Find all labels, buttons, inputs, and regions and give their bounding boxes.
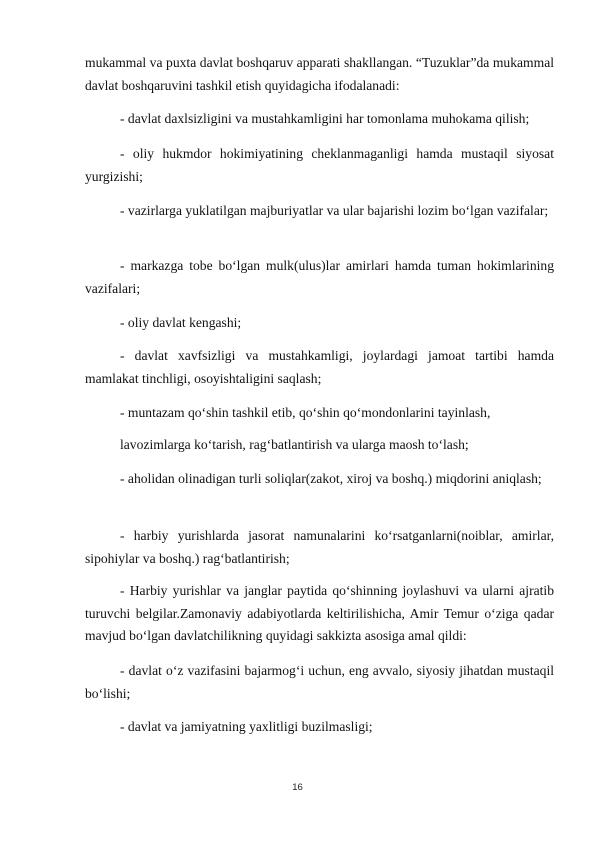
list-item-provincial-emirs: - markazga tobe bo‘lgan mulk(ulus)lar amirlari hamda tuman hokimlarining vazifalari; <box>85 258 554 296</box>
page-number: 16 <box>292 782 303 793</box>
list-item-rewards: - harbiy yurishlarda jasorat namunalarini ko‘rsatganlarni(noiblar, amirlar, sipohiylar va boshq.) rag‘batlantirish; <box>85 528 554 566</box>
paragraph-intro: mukammal va puxta davlat boshqaruv apparati shakllangan. “Tuzuklar”da mukammal davlat boshqaruvini tashkil etish quyidagicha ifodalanadi: <box>85 55 554 93</box>
list-item-state-council: - oliy davlat kengashi; <box>120 315 242 330</box>
list-item-independence: - davlat o‘z vazifasini bajarmog‘i uchun, eng avvalo, siyosiy jihatdan mustaqil bo‘lishi; <box>85 663 554 701</box>
list-item-army: - muntazam qo‘shin tashkil etib, qo‘shin qo‘mondonlarini tayinlash, <box>120 405 491 420</box>
list-item-integrity: - davlat va jamiyatning yaxlitligi buzilmasligi; <box>120 719 373 734</box>
list-item-military-campaigns: - Harbiy yurishlar va janglar paytida qo‘shinning joylashuvi va ularni ajratib turuvchi belgilar.Zamonaviy adabiyotlarda keltirilishicha, Amir Temur o‘ziga qadar mavjud bo‘lgan davlatchilikning quyidagi sakkizta asosiga amal qildi: <box>85 583 554 643</box>
list-item-viziers: - vazirlarga yuklatilgan majburiyatlar va ular bajarishi lozim bo‘lgan vazifalar; <box>120 203 549 218</box>
list-item-inviolability: - davlat daxlsizligini va mustahkamligini har tomonlama muhokama qilish; <box>120 111 530 126</box>
list-item-security: - davlat xavfsizligi va mustahkamligi, joylardagi jamoat tartibi hamda mamlakat tinchligi, osoyishtaligini saqlash; <box>85 348 554 386</box>
list-item-army-continuation: lavozimlarga ko‘tarish, rag‘batlantirish va ularga maosh to‘lash; <box>120 437 469 452</box>
list-item-supreme-ruler: - oliy hukmdor hokimiyatining cheklanmaganligi hamda mustaqil siyosat yurgizishi; <box>85 146 554 184</box>
list-item-taxes: - aholidan olinadigan turli soliqlar(zakot, xiroj va boshq.) miqdorini aniqlash; <box>120 471 542 486</box>
